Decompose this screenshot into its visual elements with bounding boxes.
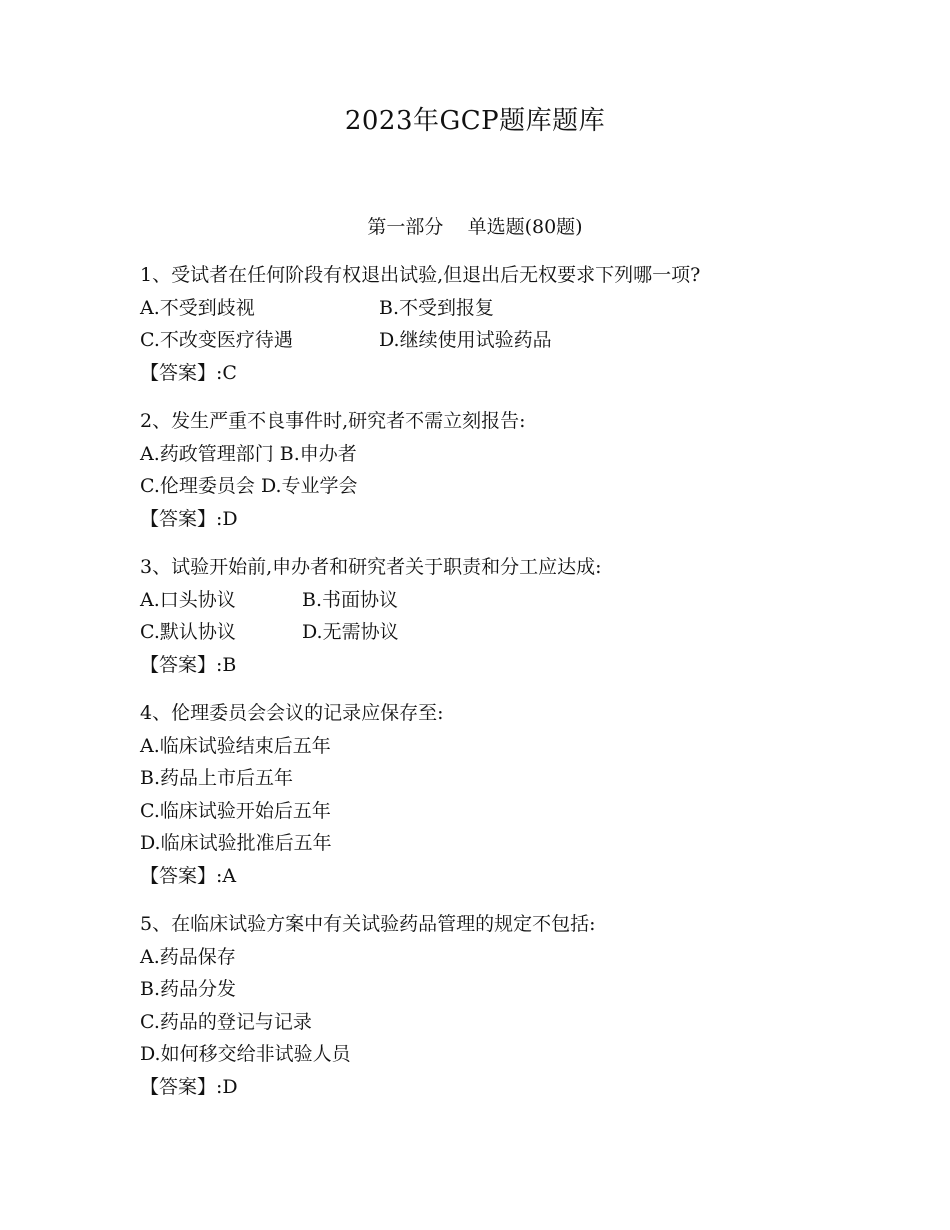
question-list [140,259,860,1119]
answer-line: 【答案】:A [140,864,237,887]
option-d: D.如何移交给非试验人员 [140,1043,351,1065]
option-d: D.无需协议 [302,621,399,643]
option-a: A.不受到歧视 [140,296,255,319]
option-a: A.临床试验结束后五年 [140,734,331,757]
question-stem: 3、试验开始前,申办者和研究者关于职责和分工应达成: [140,556,602,578]
option-c: C.药品的登记与记录 [140,1010,312,1033]
question-item [140,405,860,535]
option-c: C.不改变医疗待遇 [140,329,293,351]
options-row [140,616,860,649]
options-row [140,324,860,357]
option-d: D.继续使用试验药品 [379,329,552,351]
question-item [140,259,860,389]
options-line: A.药政管理部门 B.申办者 [140,442,357,465]
option-a: A.口头协议 [140,588,236,611]
option-b: B.书面协议 [302,588,399,611]
options-line: C.伦理委员会 D.专业学会 [140,475,358,497]
question-stem: 1、受试者在任何阶段有权退出试验,但退出后无权要求下列哪一项? [140,264,701,286]
question-item [140,697,860,892]
question-stem: 5、在临床试验方案中有关试验药品管理的规定不包括: [140,913,596,935]
question-stem: 4、伦理委员会会议的记录应保存至: [140,702,444,724]
options-row [140,292,860,325]
option-b: B.不受到报复 [379,296,495,319]
question-item [140,908,860,1103]
question-stem: 2、发生严重不良事件时,研究者不需立刻报告: [140,410,526,432]
answer-line: 【答案】:D [140,1075,238,1098]
options-row [140,584,860,617]
option-d: D.临床试验批准后五年 [140,832,332,854]
answer-line: 【答案】:B [140,653,237,676]
answer-line: 【答案】:C [140,361,237,384]
section-title: 第一部分 单选题(80题) [367,216,583,238]
option-a: A.药品保存 [140,945,236,968]
option-b: B.药品分发 [140,978,237,1000]
option-b: B.药品上市后五年 [140,767,294,789]
document-title: 2023年GCP题库题库 [344,106,606,136]
question-item [140,551,860,681]
option-c: C.临床试验开始后五年 [140,799,331,822]
answer-line: 【答案】:D [140,507,238,530]
option-c: C.默认协议 [140,621,236,643]
